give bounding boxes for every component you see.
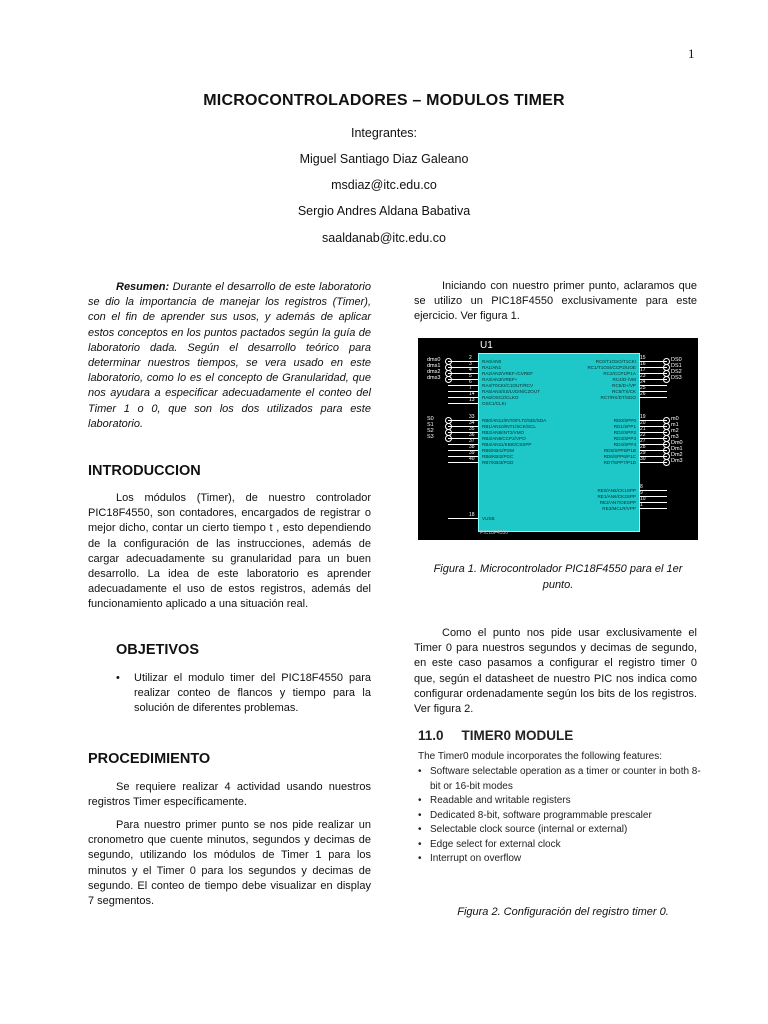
right-pin-number: 26 <box>640 391 646 397</box>
paper-title: MICROCONTROLADORES – MODULOS TIMER <box>203 92 565 109</box>
intro-text <box>88 491 371 613</box>
objetivos-heading: OBJETIVOS <box>116 642 199 658</box>
right-pin-number: 25 <box>640 385 646 391</box>
right-pin-number: 10 <box>640 496 646 502</box>
chip-left-pin: RA3/AN3/VREF+ <box>482 377 518 382</box>
right-signal-label: DS2 <box>671 369 682 375</box>
chip-left-pin: RB7/KBI3/PGD <box>482 460 514 465</box>
author-1-name: Miguel Santiago Diaz Galeano <box>299 152 469 166</box>
left-pin-number: 34 <box>469 420 475 426</box>
chip-right-pin: RE3/MCLR/VPP <box>602 506 636 511</box>
right-pin-number: 20 <box>640 420 646 426</box>
procedimiento-p1 <box>88 780 371 810</box>
right-pin-number: 29 <box>640 450 646 456</box>
feature-item: • Selectable clock source (internal or external) <box>418 823 708 838</box>
objetivos-bullet-text: Utilizar el modulo timer del PIC18F4550 para realizar conteo de flancos y tiempo para la solución de diferentes problemas. <box>134 672 371 715</box>
left-pin-number: 40 <box>469 456 475 462</box>
datasheet-intro: The Timer0 module incorporates the following features: <box>418 751 663 762</box>
left-wire <box>448 385 478 386</box>
figure-2-caption: Figura 2. Configuración del registro timer 0. <box>457 906 669 918</box>
right-pin-number: 1 <box>640 502 643 508</box>
right-pin-number: 23 <box>640 373 646 379</box>
chip-right-pin: RD6/SPP6/P1C <box>603 454 636 459</box>
left-pin-number: 2 <box>469 355 472 361</box>
figure-1-schematic <box>418 338 698 540</box>
right-pin-number: 24 <box>640 379 646 385</box>
right-paragraph-2: Como el punto nos pide usar exclusivamente el Timer 0 para nuestros segundos y decimas de segundo, en este caso pasamos a configurar el registro timer 0 que, según el datasheet de nuestro PIC nos indica como configurar ordenadamente según los bits de los registros. Ver figura 2. <box>414 627 697 716</box>
author-1-email: msdiaz@itc.edu.co <box>331 178 437 192</box>
chip-right-pin: RC1/T1OSI/CCP2/UOE <box>587 365 636 370</box>
feature-item: • Edge select for external clock <box>418 838 708 853</box>
left-pin-number: 18 <box>469 512 475 518</box>
chip-right-pin: RC0/T1OSO/T1CKI <box>595 359 636 364</box>
chip-right-pin: RD1/SPP1 <box>613 424 636 429</box>
feature-list <box>418 765 708 867</box>
left-wire <box>448 462 478 463</box>
left-signal-label: S2 <box>427 428 434 434</box>
right-signal-label: m0 <box>671 416 679 422</box>
chip-right-pin: RC2/CCP1/P1A <box>603 371 636 376</box>
bullet-marker: • <box>116 672 120 684</box>
connector-circle <box>663 459 670 466</box>
right-wire <box>639 397 667 398</box>
right-signal-label: DS3 <box>671 375 682 381</box>
chip-right-pin: RE2/AN7/OESPP <box>599 500 636 505</box>
chip-right-pin: RC5/D+/VP <box>612 383 636 388</box>
pic-chip <box>478 353 640 532</box>
right-pin-number: 16 <box>640 361 646 367</box>
left-pin-number: 6 <box>469 379 472 385</box>
right-signal-label: Dm2 <box>671 452 683 458</box>
right-p1 <box>414 279 697 325</box>
right-signal-label: m3 <box>671 434 679 440</box>
chip-part: PIC18F4550 <box>480 530 509 536</box>
feature-item: • Software selectable operation as a timer or counter in both 8-bit or 16-bit modes <box>418 765 708 794</box>
left-signal-label: dms2 <box>427 369 441 375</box>
right-signal-label: Dm3 <box>671 458 683 464</box>
right-paragraph-1: Iniciando con nuestro primer punto, aclaramos que se utilizo un PIC18F4550 exclusivamente para este ejercicio. Ver figura 1. <box>414 280 697 323</box>
left-pin-number: 14 <box>469 391 475 397</box>
left-pin-number: 33 <box>469 414 475 420</box>
chip-left-pin: RA4/T0CKI/C1OUT/RCV <box>482 383 534 388</box>
chip-right-pin: RD7/SPP7/P1D <box>603 460 636 465</box>
right-pin-number: 15 <box>640 355 646 361</box>
feature-item: • Interrupt on overflow <box>418 852 708 867</box>
feature-item: • Readable and writable registers <box>418 794 708 809</box>
right-pin-number: 21 <box>640 426 646 432</box>
chip-left-pin: RB4/AN11/KBI0/CSSPP <box>482 442 532 447</box>
procedimiento-p2 <box>88 818 371 909</box>
left-wire <box>448 373 478 374</box>
section-number: 11.0 <box>418 728 444 743</box>
right-signal-label: m1 <box>671 422 679 428</box>
chip-right-pin: RD5/SPP5/P1B <box>603 448 636 453</box>
chip-left-pin: RB0/AN12/INT0/FLT0/SDI/SDA <box>482 418 547 423</box>
chip-right-pin: RC6/TX/CK <box>612 389 636 394</box>
left-wire <box>448 379 478 380</box>
procedimiento-paragraph-2: Para nuestro primer punto se nos pide realizar un cronometro que cuente minutos, segundos y decimas de segundo, utilizando los módulos de Timer 1 para los minutos y el Timer 0 para los segundos y decimas de segundo. El conteo de tiempo debe visualizar en display 7 segmentos. <box>88 819 371 908</box>
left-wire <box>448 361 478 362</box>
right-pin-number: 30 <box>640 456 646 462</box>
chip-label: U1 <box>480 340 493 351</box>
chip-right-pin: RD2/SPP2 <box>613 430 636 435</box>
chip-left-pin: RA6/OSC2/CLKO <box>482 395 519 400</box>
chip-left-pin: RA0/AN0 <box>482 359 502 364</box>
left-pin-number: 39 <box>469 450 475 456</box>
left-signal-label: S1 <box>427 422 434 428</box>
right-wire <box>639 490 667 491</box>
left-wire <box>448 518 478 519</box>
chip-right-pin: RC4/D-/VM <box>612 377 636 382</box>
right-signal-label: DS0 <box>671 357 682 363</box>
left-signal-label: dms3 <box>427 375 441 381</box>
author-2-name: Sergio Andres Aldana Babativa <box>297 204 471 218</box>
left-wire <box>448 403 478 404</box>
abstract <box>88 280 371 432</box>
right-pin-number: 27 <box>640 438 646 444</box>
left-pin-number: 38 <box>469 444 475 450</box>
right-pin-number: 17 <box>640 367 646 373</box>
chip-left-pin: RB6/KBI2/PGC <box>482 454 514 459</box>
right-signal-label: Dm1 <box>671 446 683 452</box>
objetivos-bullet <box>116 671 371 717</box>
intro-paragraph: Los módulos (Timer), de nuestro controlador PIC18F4550, son contadores, encargados de registrar o mejor dicho, contar un cierto tiempo t , esto dependiendo de la configuración de las instrucciones, además de cargar adecuadamente su granularidad para un buen desarrollo. La idea de este laboratorio es aprender adecuadamente el uso de estos registros, además del funcionamiento aplicado a una situación real. <box>88 492 371 611</box>
left-pin-number: 4 <box>469 367 472 373</box>
datasheet-heading <box>418 728 708 743</box>
right-pin-number: 9 <box>640 490 643 496</box>
abstract-text: Durante el desarrollo de este laboratorio se dio la importancia de manejar los registros (Timer), con el fin de aprender sus usos, y además de aplicar estos conceptos en los puntos pactados según la guía de laboratorio dada. Según el desarrollo teórico para determinar nuestros tiempos, se vera usado en este laboratorio, como lo es el concepto de Granularidad, que nos ayudara a especificar adecuadamente el conteo del Timer 1 o 0, que son los dos utilizados para este laboratorio. <box>88 281 371 430</box>
left-pin-number: 13 <box>469 397 475 403</box>
chip-right-pin: RC7/RX/DT/SDO <box>600 395 636 400</box>
connector-circle <box>445 435 452 442</box>
figure-2-datasheet <box>418 728 708 898</box>
procedimiento-paragraph-1: Se requiere realizar 4 actividad usando nuestros registros Timer específicamente. <box>88 781 371 809</box>
connector-circle <box>445 376 452 383</box>
left-signal-label: S3 <box>427 434 434 440</box>
left-pin-number: 36 <box>469 432 475 438</box>
chip-left-pin: RB3/AN9/CCP2/VPO <box>482 436 526 441</box>
right-p2 <box>414 626 697 717</box>
left-wire <box>448 367 478 368</box>
left-pin-number: 5 <box>469 373 472 379</box>
chip-left-pin: RB2/AN8/INT2/VMO <box>482 430 525 435</box>
author-2-email: saaldanab@itc.edu.co <box>322 231 446 245</box>
right-pin-number: 28 <box>640 444 646 450</box>
feature-item: • Dedicated 8-bit, software programmable prescaler <box>418 809 708 824</box>
left-signal-label: dms0 <box>427 357 441 363</box>
chip-left-pin: RB5/KBI1/PGM <box>482 448 514 453</box>
right-signal-label: m2 <box>671 428 679 434</box>
left-pin-number: 7 <box>469 385 472 391</box>
connector-circle <box>663 376 670 383</box>
intro-heading: INTRODUCCION <box>88 463 201 479</box>
procedimiento-heading: PROCEDIMIENTO <box>88 751 211 767</box>
right-signal-label: Dm0 <box>671 440 683 446</box>
chip-right-pin: RE1/AN6/CK2SPP <box>597 494 636 499</box>
chip-right-pin: RD3/SPP3 <box>613 436 636 441</box>
right-wire <box>639 508 667 509</box>
chip-left-pin: RA2/AN2/VREF-/CVREF <box>482 371 534 376</box>
chip-right-pin: RD0/SPP0 <box>613 418 636 423</box>
chip-left-pin: RA5/AN4/SS/LVDIN/C2OUT <box>482 389 540 394</box>
left-signal-label: dms1 <box>427 363 441 369</box>
chip-left-pin: VUSB <box>482 516 495 521</box>
chip-right-pin: RE0/AN5/CK1SPP <box>597 488 636 493</box>
right-pin-number: 8 <box>640 484 643 490</box>
right-wire <box>639 502 667 503</box>
left-pin-number: 35 <box>469 426 475 432</box>
figure-1-caption: Figura 1. Microcontrolador PIC18F4550 para el 1er punto. <box>433 563 683 591</box>
right-pin-number: 22 <box>640 432 646 438</box>
left-signal-label: S0 <box>427 416 434 422</box>
right-signal-label: DS1 <box>671 363 682 369</box>
left-pin-number: 37 <box>469 438 475 444</box>
right-pin-number: 19 <box>640 414 646 420</box>
chip-left-pin: RB1/AN10/INT1/SCK/SCL <box>482 424 536 429</box>
section-title: TIMER0 MODULE <box>461 728 574 743</box>
chip-left-pin: RA1/AN1 <box>482 365 502 370</box>
chip-left-pin: OSC1/CLKI <box>482 401 506 406</box>
integrantes-label: Integrantes: <box>350 126 417 140</box>
abstract-label: Resumen: <box>116 281 170 293</box>
page-number: 1 <box>688 46 695 61</box>
chip-right-pin: RD4/SPP4 <box>613 442 636 447</box>
left-pin-number: 3 <box>469 361 472 367</box>
